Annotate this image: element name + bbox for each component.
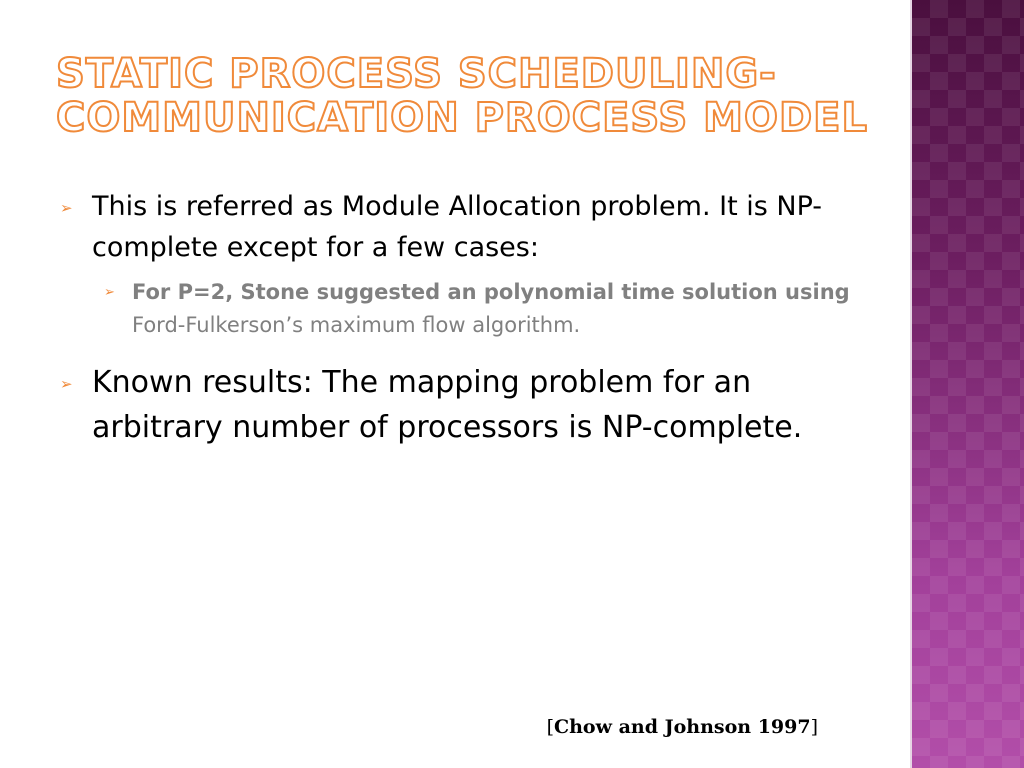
sub-bullet-text: Ford-Fulkerson’s maximum flow algorithm. bbox=[132, 313, 581, 337]
bullet-text-1: This is referred as Module Allocation problem. It is NP-complete except for a few cases: bbox=[92, 191, 823, 263]
bullet-arrow-icon: ➢ bbox=[60, 375, 73, 393]
bullet-item-1 bbox=[60, 186, 880, 268]
sub-bullet-bold-text: For P=2, Stone suggested an polynomial time solution using bbox=[132, 280, 850, 304]
citation-open-bracket: [ bbox=[546, 716, 554, 738]
title-line-2: COMMUNICATION PROCESS MODEL bbox=[56, 95, 868, 141]
bullet-arrow-icon: ➢ bbox=[60, 199, 73, 217]
decorative-side-band bbox=[912, 0, 1024, 768]
citation-close-bracket: ] bbox=[810, 716, 818, 738]
bullet-text-2: Known results: The mapping problem for an arbitrary number of processors is NP-complete. bbox=[92, 365, 803, 445]
slide-title bbox=[56, 52, 896, 140]
bullet-list bbox=[60, 186, 880, 450]
sub-bullet-arrow-icon: ➢ bbox=[104, 285, 115, 300]
citation-text: Chow and Johnson 1997 bbox=[554, 716, 811, 738]
sub-bullet-item bbox=[104, 276, 880, 342]
title-line-1: STATIC PROCESS SCHEDULING- bbox=[56, 51, 777, 97]
bullet-item-2 bbox=[60, 360, 880, 450]
citation bbox=[547, 716, 818, 738]
